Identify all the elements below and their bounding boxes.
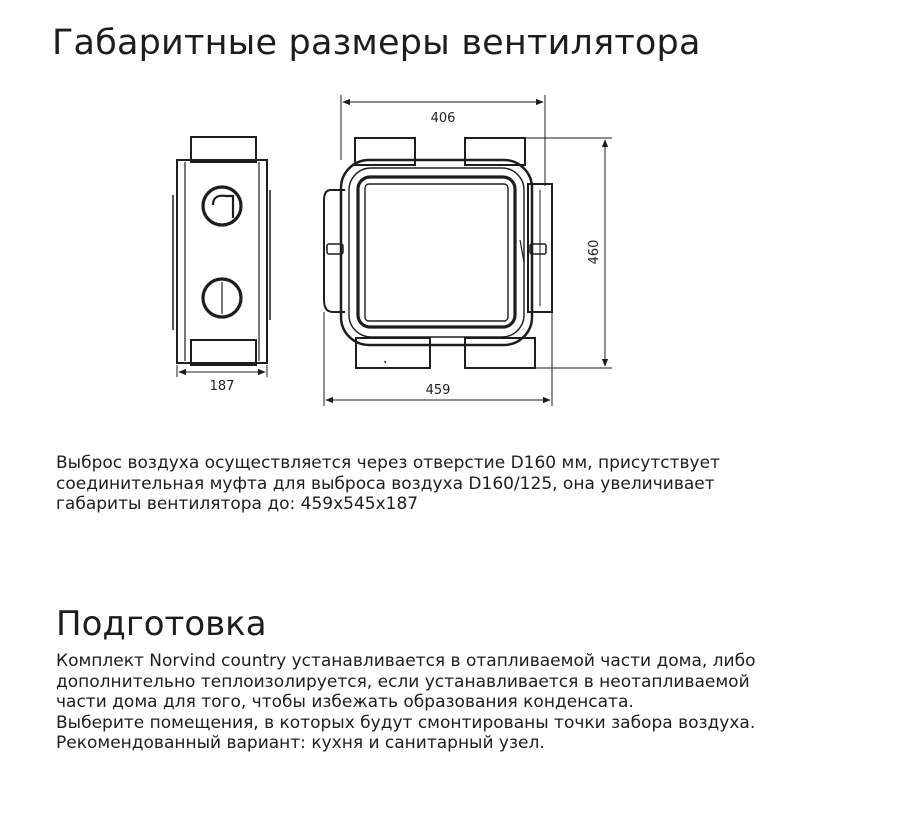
front-bottom-left-spigot <box>356 338 430 368</box>
section-title: Подготовка <box>56 604 267 644</box>
front-bottom-right-spigot <box>465 338 535 368</box>
side-depth-value: 187 <box>209 379 235 394</box>
front-view <box>324 138 552 368</box>
side-view <box>173 137 270 365</box>
exhaust-note-line: габариты вентилятора до: 459x545x187 <box>56 494 419 514</box>
preparation-line: Комплект Norvind country устанавливается в отапливаемой части дома, либо <box>56 651 756 671</box>
preparation-line: дополнительно теплоизолируется, если устанавливается в неотапливаемой <box>56 671 750 692</box>
front-body-outer <box>341 160 532 345</box>
side-bottom-spigot <box>191 340 256 365</box>
bottom-width-value: 459 <box>425 383 451 398</box>
preparation-line: Выберите помещения, в которых будут смонтированы точки забора воздуха. <box>56 712 756 733</box>
page-heading: Габаритные размеры вентилятора <box>52 23 701 63</box>
side-body <box>177 160 267 363</box>
preparation-text <box>56 651 755 754</box>
height-value: 460 <box>587 239 602 265</box>
front-panel <box>358 177 515 327</box>
side-top-spigot <box>191 137 256 162</box>
side-upper-port <box>203 187 241 225</box>
top-width-value: 406 <box>430 111 456 126</box>
preparation-line: Рекомендованный вариант: кухня и санитарный узел. <box>56 733 545 753</box>
exhaust-note-line: соединительная муфта для выброса воздуха D160/125, она увеличивает <box>56 473 715 494</box>
preparation-line: части дома для того, чтобы избежать образования конденсата. <box>56 692 634 712</box>
exhaust-note-line: Выброс воздуха осуществляется через отверстие D160 мм, присутствует <box>56 453 720 473</box>
exhaust-note <box>56 453 720 515</box>
